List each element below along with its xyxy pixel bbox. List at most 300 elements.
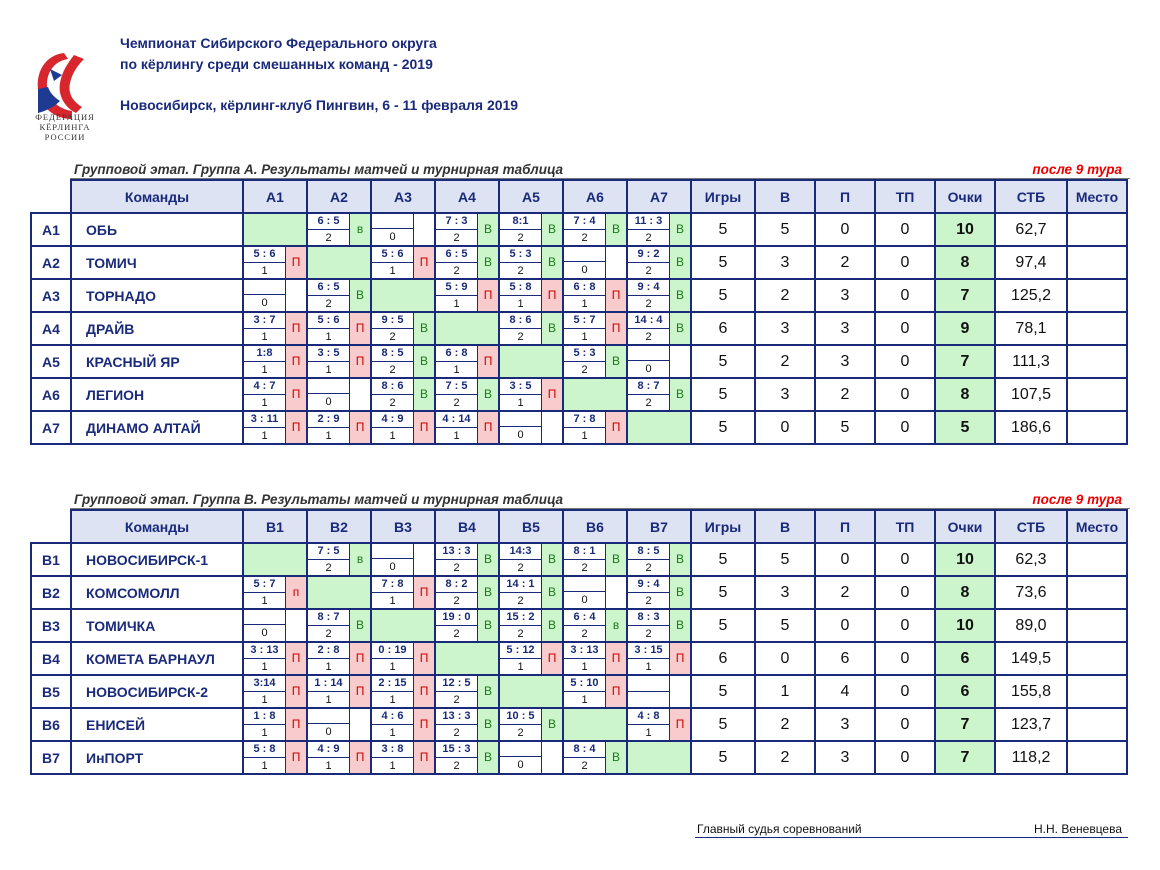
stat-cell: 3	[755, 378, 815, 411]
match-outcome	[541, 412, 562, 443]
stat-cell: 2	[755, 708, 815, 741]
match-score: 3 : 13	[244, 643, 285, 659]
stat-cell: 5	[691, 345, 755, 378]
stat-cell	[1067, 708, 1127, 741]
stat-cell: 5	[691, 675, 755, 708]
match-ends: 1	[389, 265, 396, 277]
match-score: 1 : 8	[244, 709, 285, 725]
match-result-cell	[371, 246, 435, 279]
stat-cell: 78,1	[995, 312, 1067, 345]
match-outcome: П	[477, 346, 498, 377]
match-result-cell	[627, 345, 691, 378]
match-score: 5 : 8	[244, 742, 285, 758]
stat-cell	[1067, 246, 1127, 279]
match-outcome	[413, 214, 434, 245]
match-result-cell	[371, 312, 435, 345]
table-row	[31, 741, 1127, 774]
match-outcome: П	[285, 346, 306, 377]
title-line-3: Новосибирск, кёрлинг-клуб Пингвин, 6 - 11 февраля 2019	[120, 97, 519, 113]
match-result-cell	[627, 609, 691, 642]
col-header-opponent: А7	[627, 180, 691, 213]
match-score: 3 : 8	[372, 742, 413, 758]
points-cell: 7	[935, 741, 995, 774]
col-header-stat: Игры	[691, 180, 755, 213]
match-score: 11 : 3	[628, 214, 669, 230]
match-outcome: В	[541, 709, 562, 740]
match-score: 6 : 8	[564, 280, 605, 296]
match-ends: 1	[517, 298, 524, 310]
match-score: 3 : 11	[244, 412, 285, 428]
stat-cell: 3	[755, 312, 815, 345]
match-ends: 1	[389, 661, 396, 673]
match-result-cell	[627, 708, 691, 741]
match-result-cell	[307, 708, 371, 741]
match-result-cell	[371, 378, 435, 411]
match-ends: 1	[325, 760, 332, 772]
group-a-round: после 9 тура	[1032, 162, 1122, 177]
stat-cell	[1067, 609, 1127, 642]
team-name: КРАСНЫЙ ЯР	[71, 345, 243, 378]
match-result-cell	[627, 675, 691, 708]
match-ends: 1	[261, 727, 268, 739]
match-outcome: В	[477, 742, 498, 773]
stat-cell: 2	[755, 741, 815, 774]
match-result-cell	[307, 312, 371, 345]
match-result-cell	[243, 378, 307, 411]
match-score: 3:14	[244, 676, 285, 692]
match-ends: 1	[261, 430, 268, 442]
match-result-cell	[243, 279, 307, 312]
match-ends: 2	[645, 331, 652, 343]
logo-caption: ФЕДЕРАЦИЯ КЁРЛИНГА РОССИИ	[35, 112, 95, 142]
stat-cell: 5	[691, 411, 755, 444]
match-outcome	[413, 544, 434, 575]
match-ends: 1	[389, 430, 396, 442]
match-ends: 2	[581, 760, 588, 772]
match-outcome: В	[541, 214, 562, 245]
col-header-opponent: А3	[371, 180, 435, 213]
stat-cell: 5	[691, 213, 755, 246]
match-ends: 1	[261, 760, 268, 772]
match-ends: 0	[581, 594, 588, 606]
match-score: 13 : 3	[436, 544, 477, 560]
col-header-stat: Очки	[935, 510, 995, 543]
match-ends: 0	[645, 363, 652, 375]
match-outcome: В	[605, 346, 626, 377]
match-result-cell	[435, 609, 499, 642]
stat-cell: 3	[815, 312, 875, 345]
match-ends: 2	[517, 595, 524, 607]
stat-cell: 107,5	[995, 378, 1067, 411]
match-outcome: В	[669, 379, 690, 410]
match-ends: 1	[261, 694, 268, 706]
match-score	[628, 676, 669, 692]
points-cell: 6	[935, 642, 995, 675]
match-score: 8 : 6	[372, 379, 413, 395]
match-score: 5 : 6	[308, 313, 349, 329]
team-name: ТОМИЧ	[71, 246, 243, 279]
match-outcome: В	[477, 709, 498, 740]
stat-cell: 5	[691, 576, 755, 609]
points-cell: 7	[935, 345, 995, 378]
match-ends: 2	[581, 562, 588, 574]
table-row	[31, 279, 1127, 312]
table-row	[31, 378, 1127, 411]
stat-cell: 2	[755, 345, 815, 378]
title-line-1: Чемпионат Сибирского Федерального округа	[120, 35, 437, 51]
match-outcome: П	[285, 247, 306, 278]
match-score: 5 : 7	[564, 313, 605, 329]
match-result-cell	[563, 279, 627, 312]
match-result-cell	[627, 543, 691, 576]
match-ends: 0	[517, 429, 524, 441]
chief-judge-label: Главный судья соревнований	[697, 822, 862, 836]
match-result-cell	[435, 741, 499, 774]
diagonal-cell	[243, 543, 307, 576]
match-ends: 1	[453, 298, 460, 310]
match-ends: 2	[453, 694, 460, 706]
match-outcome: В	[605, 214, 626, 245]
match-ends: 0	[581, 264, 588, 276]
match-outcome: П	[285, 676, 306, 707]
stat-cell	[1067, 642, 1127, 675]
match-ends: 0	[325, 396, 332, 408]
match-result-cell	[435, 543, 499, 576]
match-score: 14 : 1	[500, 577, 541, 593]
match-result-cell	[435, 708, 499, 741]
stat-cell: 125,2	[995, 279, 1067, 312]
match-outcome: В	[541, 313, 562, 344]
match-ends: 2	[325, 562, 332, 574]
match-score: 8 : 2	[436, 577, 477, 593]
match-ends: 2	[581, 232, 588, 244]
table-row	[31, 213, 1127, 246]
points-cell: 8	[935, 246, 995, 279]
match-result-cell	[243, 411, 307, 444]
match-outcome: П	[477, 280, 498, 311]
match-outcome: В	[669, 280, 690, 311]
match-result-cell	[243, 642, 307, 675]
match-result-cell	[563, 246, 627, 279]
match-outcome	[541, 742, 562, 773]
match-outcome: П	[413, 247, 434, 278]
team-name: НОВОСИБИРСК-1	[71, 543, 243, 576]
match-score: 6 : 5	[436, 247, 477, 263]
match-result-cell	[371, 345, 435, 378]
match-score: 9 : 5	[372, 313, 413, 329]
match-outcome: в	[605, 610, 626, 641]
match-ends: 2	[453, 628, 460, 640]
match-result-cell	[307, 741, 371, 774]
stat-cell: 123,7	[995, 708, 1067, 741]
stat-cell	[1067, 411, 1127, 444]
team-name: ЕНИСЕЙ	[71, 708, 243, 741]
match-outcome	[349, 709, 370, 740]
match-result-cell	[435, 345, 499, 378]
match-ends: 2	[325, 628, 332, 640]
match-score: 7 : 3	[436, 214, 477, 230]
match-result-cell	[371, 642, 435, 675]
stat-cell	[1067, 675, 1127, 708]
stat-cell: 5	[755, 213, 815, 246]
match-result-cell	[307, 279, 371, 312]
match-result-cell	[307, 543, 371, 576]
match-score: 7 : 8	[372, 577, 413, 593]
col-header-opponent: А2	[307, 180, 371, 213]
match-result-cell	[371, 741, 435, 774]
match-ends: 1	[581, 430, 588, 442]
match-outcome	[285, 610, 306, 641]
match-ends: 0	[389, 231, 396, 243]
points-cell: 7	[935, 708, 995, 741]
match-outcome: В	[669, 610, 690, 641]
match-score: 10 : 5	[500, 709, 541, 725]
match-score: 6 : 4	[564, 610, 605, 626]
col-header-stat: ТП	[875, 510, 935, 543]
team-name: ДИНАМО АЛТАЙ	[71, 411, 243, 444]
group-a-title: Групповой этап. Группа А. Результаты матчей и турнирная таблица	[74, 162, 563, 177]
match-ends: 2	[453, 562, 460, 574]
col-header-teams: Команды	[71, 180, 243, 213]
match-ends: 2	[389, 364, 396, 376]
match-outcome: В	[413, 313, 434, 344]
match-score: 1:8	[244, 346, 285, 362]
match-result-cell	[499, 378, 563, 411]
stat-cell: 0	[875, 246, 935, 279]
match-ends: 1	[261, 364, 268, 376]
match-result-cell	[499, 741, 563, 774]
match-outcome: П	[349, 346, 370, 377]
group-b-title: Групповой этап. Группа В. Результаты матчей и турнирная таблица	[74, 492, 563, 507]
match-ends: 2	[517, 628, 524, 640]
stat-cell: 0	[875, 378, 935, 411]
match-score	[308, 709, 349, 724]
stat-cell: 5	[755, 609, 815, 642]
match-result-cell	[307, 642, 371, 675]
col-header-stat: В	[755, 510, 815, 543]
col-header-opponent: А4	[435, 180, 499, 213]
stat-cell: 0	[815, 213, 875, 246]
match-score: 8 : 7	[308, 610, 349, 626]
match-ends: 2	[389, 331, 396, 343]
match-ends: 1	[389, 760, 396, 772]
team-name: ДРАЙВ	[71, 312, 243, 345]
match-ends: 1	[325, 430, 332, 442]
match-score	[308, 379, 349, 394]
match-result-cell	[499, 213, 563, 246]
match-outcome: П	[541, 280, 562, 311]
stat-cell: 6	[691, 642, 755, 675]
match-ends: 1	[261, 265, 268, 277]
stat-cell: 5	[691, 378, 755, 411]
match-score	[372, 544, 413, 559]
stat-cell: 0	[875, 609, 935, 642]
match-outcome: В	[541, 544, 562, 575]
match-score: 19 : 0	[436, 610, 477, 626]
match-result-cell	[371, 213, 435, 246]
match-ends: 2	[517, 331, 524, 343]
stat-cell: 5	[691, 246, 755, 279]
stat-cell: 3	[815, 741, 875, 774]
match-score: 5 : 3	[500, 247, 541, 263]
match-outcome: П	[541, 379, 562, 410]
diagonal-cell	[627, 741, 691, 774]
match-outcome: П	[285, 709, 306, 740]
match-score: 15 : 2	[500, 610, 541, 626]
match-ends: 2	[453, 265, 460, 277]
match-ends: 2	[645, 397, 652, 409]
col-header-opponent: В5	[499, 510, 563, 543]
match-ends: 0	[389, 561, 396, 573]
match-outcome: П	[413, 412, 434, 443]
points-cell: 5	[935, 411, 995, 444]
stat-cell: 3	[755, 246, 815, 279]
match-result-cell	[627, 246, 691, 279]
match-ends: 2	[517, 232, 524, 244]
match-result-cell	[499, 543, 563, 576]
match-result-cell	[563, 312, 627, 345]
stat-cell: 6	[815, 642, 875, 675]
match-ends: 1	[325, 364, 332, 376]
match-score: 2 : 15	[372, 676, 413, 692]
stat-cell: 0	[875, 642, 935, 675]
match-ends: 2	[517, 562, 524, 574]
match-outcome: В	[669, 577, 690, 608]
match-score: 13 : 3	[436, 709, 477, 725]
stat-cell: 0	[875, 411, 935, 444]
match-outcome: В	[477, 214, 498, 245]
stat-cell: 0	[875, 675, 935, 708]
match-ends: 2	[453, 760, 460, 772]
team-id: А4	[31, 312, 71, 345]
stat-cell: 186,6	[995, 411, 1067, 444]
col-header-opponent: В6	[563, 510, 627, 543]
match-score	[564, 577, 605, 592]
diagonal-cell	[371, 279, 435, 312]
match-outcome: П	[285, 412, 306, 443]
match-score: 5 : 6	[372, 247, 413, 263]
stat-cell	[1067, 543, 1127, 576]
match-ends: 1	[261, 595, 268, 607]
match-result-cell	[499, 411, 563, 444]
stat-cell: 3	[815, 708, 875, 741]
team-id: А1	[31, 213, 71, 246]
match-outcome: В	[669, 247, 690, 278]
match-ends: 1	[325, 661, 332, 673]
match-score: 5 : 6	[244, 247, 285, 263]
match-ends: 0	[517, 759, 524, 771]
match-result-cell	[307, 675, 371, 708]
match-ends: 1	[261, 397, 268, 409]
table-header-row	[31, 510, 1127, 543]
match-outcome: П	[413, 709, 434, 740]
stat-cell: 5	[691, 741, 755, 774]
match-result-cell	[243, 708, 307, 741]
match-score: 9 : 4	[628, 280, 669, 296]
group-b-round: после 9 тура	[1032, 492, 1122, 507]
diagonal-cell	[435, 642, 499, 675]
match-ends: 1	[389, 694, 396, 706]
match-result-cell	[563, 576, 627, 609]
match-score: 6 : 5	[308, 280, 349, 296]
points-cell: 8	[935, 378, 995, 411]
match-outcome: В	[477, 577, 498, 608]
match-score: 4 : 9	[372, 412, 413, 428]
points-cell: 6	[935, 675, 995, 708]
match-outcome: В	[477, 247, 498, 278]
match-score: 4 : 9	[308, 742, 349, 758]
team-id: В7	[31, 741, 71, 774]
col-header-opponent: А1	[243, 180, 307, 213]
match-outcome: П	[285, 379, 306, 410]
col-header-stat: Место	[1067, 510, 1127, 543]
col-header-stat: Место	[1067, 180, 1127, 213]
team-name: НОВОСИБИРСК-2	[71, 675, 243, 708]
diagonal-cell	[307, 576, 371, 609]
match-result-cell	[307, 411, 371, 444]
table-row	[31, 411, 1127, 444]
match-score: 9 : 2	[628, 247, 669, 263]
match-result-cell	[435, 411, 499, 444]
match-outcome: П	[413, 643, 434, 674]
match-result-cell	[563, 345, 627, 378]
match-result-cell	[243, 741, 307, 774]
stat-cell: 111,3	[995, 345, 1067, 378]
match-ends: 2	[645, 595, 652, 607]
stat-cell: 1	[755, 675, 815, 708]
stat-cell: 0	[755, 642, 815, 675]
match-result-cell	[563, 543, 627, 576]
match-score: 1 : 14	[308, 676, 349, 692]
match-score: 6 : 5	[308, 214, 349, 230]
match-ends: 1	[517, 397, 524, 409]
points-cell: 10	[935, 213, 995, 246]
match-outcome: В	[477, 379, 498, 410]
match-outcome: В	[413, 379, 434, 410]
group-b-table	[30, 509, 1128, 775]
points-cell: 10	[935, 543, 995, 576]
stat-cell: 0	[755, 411, 815, 444]
match-result-cell	[499, 642, 563, 675]
match-outcome: П	[349, 643, 370, 674]
match-result-cell	[435, 213, 499, 246]
match-ends: 1	[261, 331, 268, 343]
diagonal-cell	[563, 708, 627, 741]
match-score: 7 : 8	[564, 412, 605, 428]
stat-cell	[1067, 576, 1127, 609]
match-outcome: В	[669, 214, 690, 245]
stat-cell: 0	[875, 279, 935, 312]
match-result-cell	[435, 246, 499, 279]
match-result-cell	[307, 213, 371, 246]
team-id: А6	[31, 378, 71, 411]
match-result-cell	[563, 675, 627, 708]
match-ends: 2	[645, 265, 652, 277]
stat-cell: 6	[691, 312, 755, 345]
match-ends: 2	[645, 628, 652, 640]
match-score: 8:1	[500, 214, 541, 230]
diagonal-cell	[499, 345, 563, 378]
diagonal-cell	[371, 609, 435, 642]
team-id: А2	[31, 246, 71, 279]
team-id: В5	[31, 675, 71, 708]
match-outcome: В	[349, 610, 370, 641]
match-outcome	[285, 280, 306, 311]
match-outcome: П	[541, 643, 562, 674]
match-result-cell	[627, 642, 691, 675]
match-ends: 2	[325, 298, 332, 310]
stat-cell: 2	[755, 279, 815, 312]
